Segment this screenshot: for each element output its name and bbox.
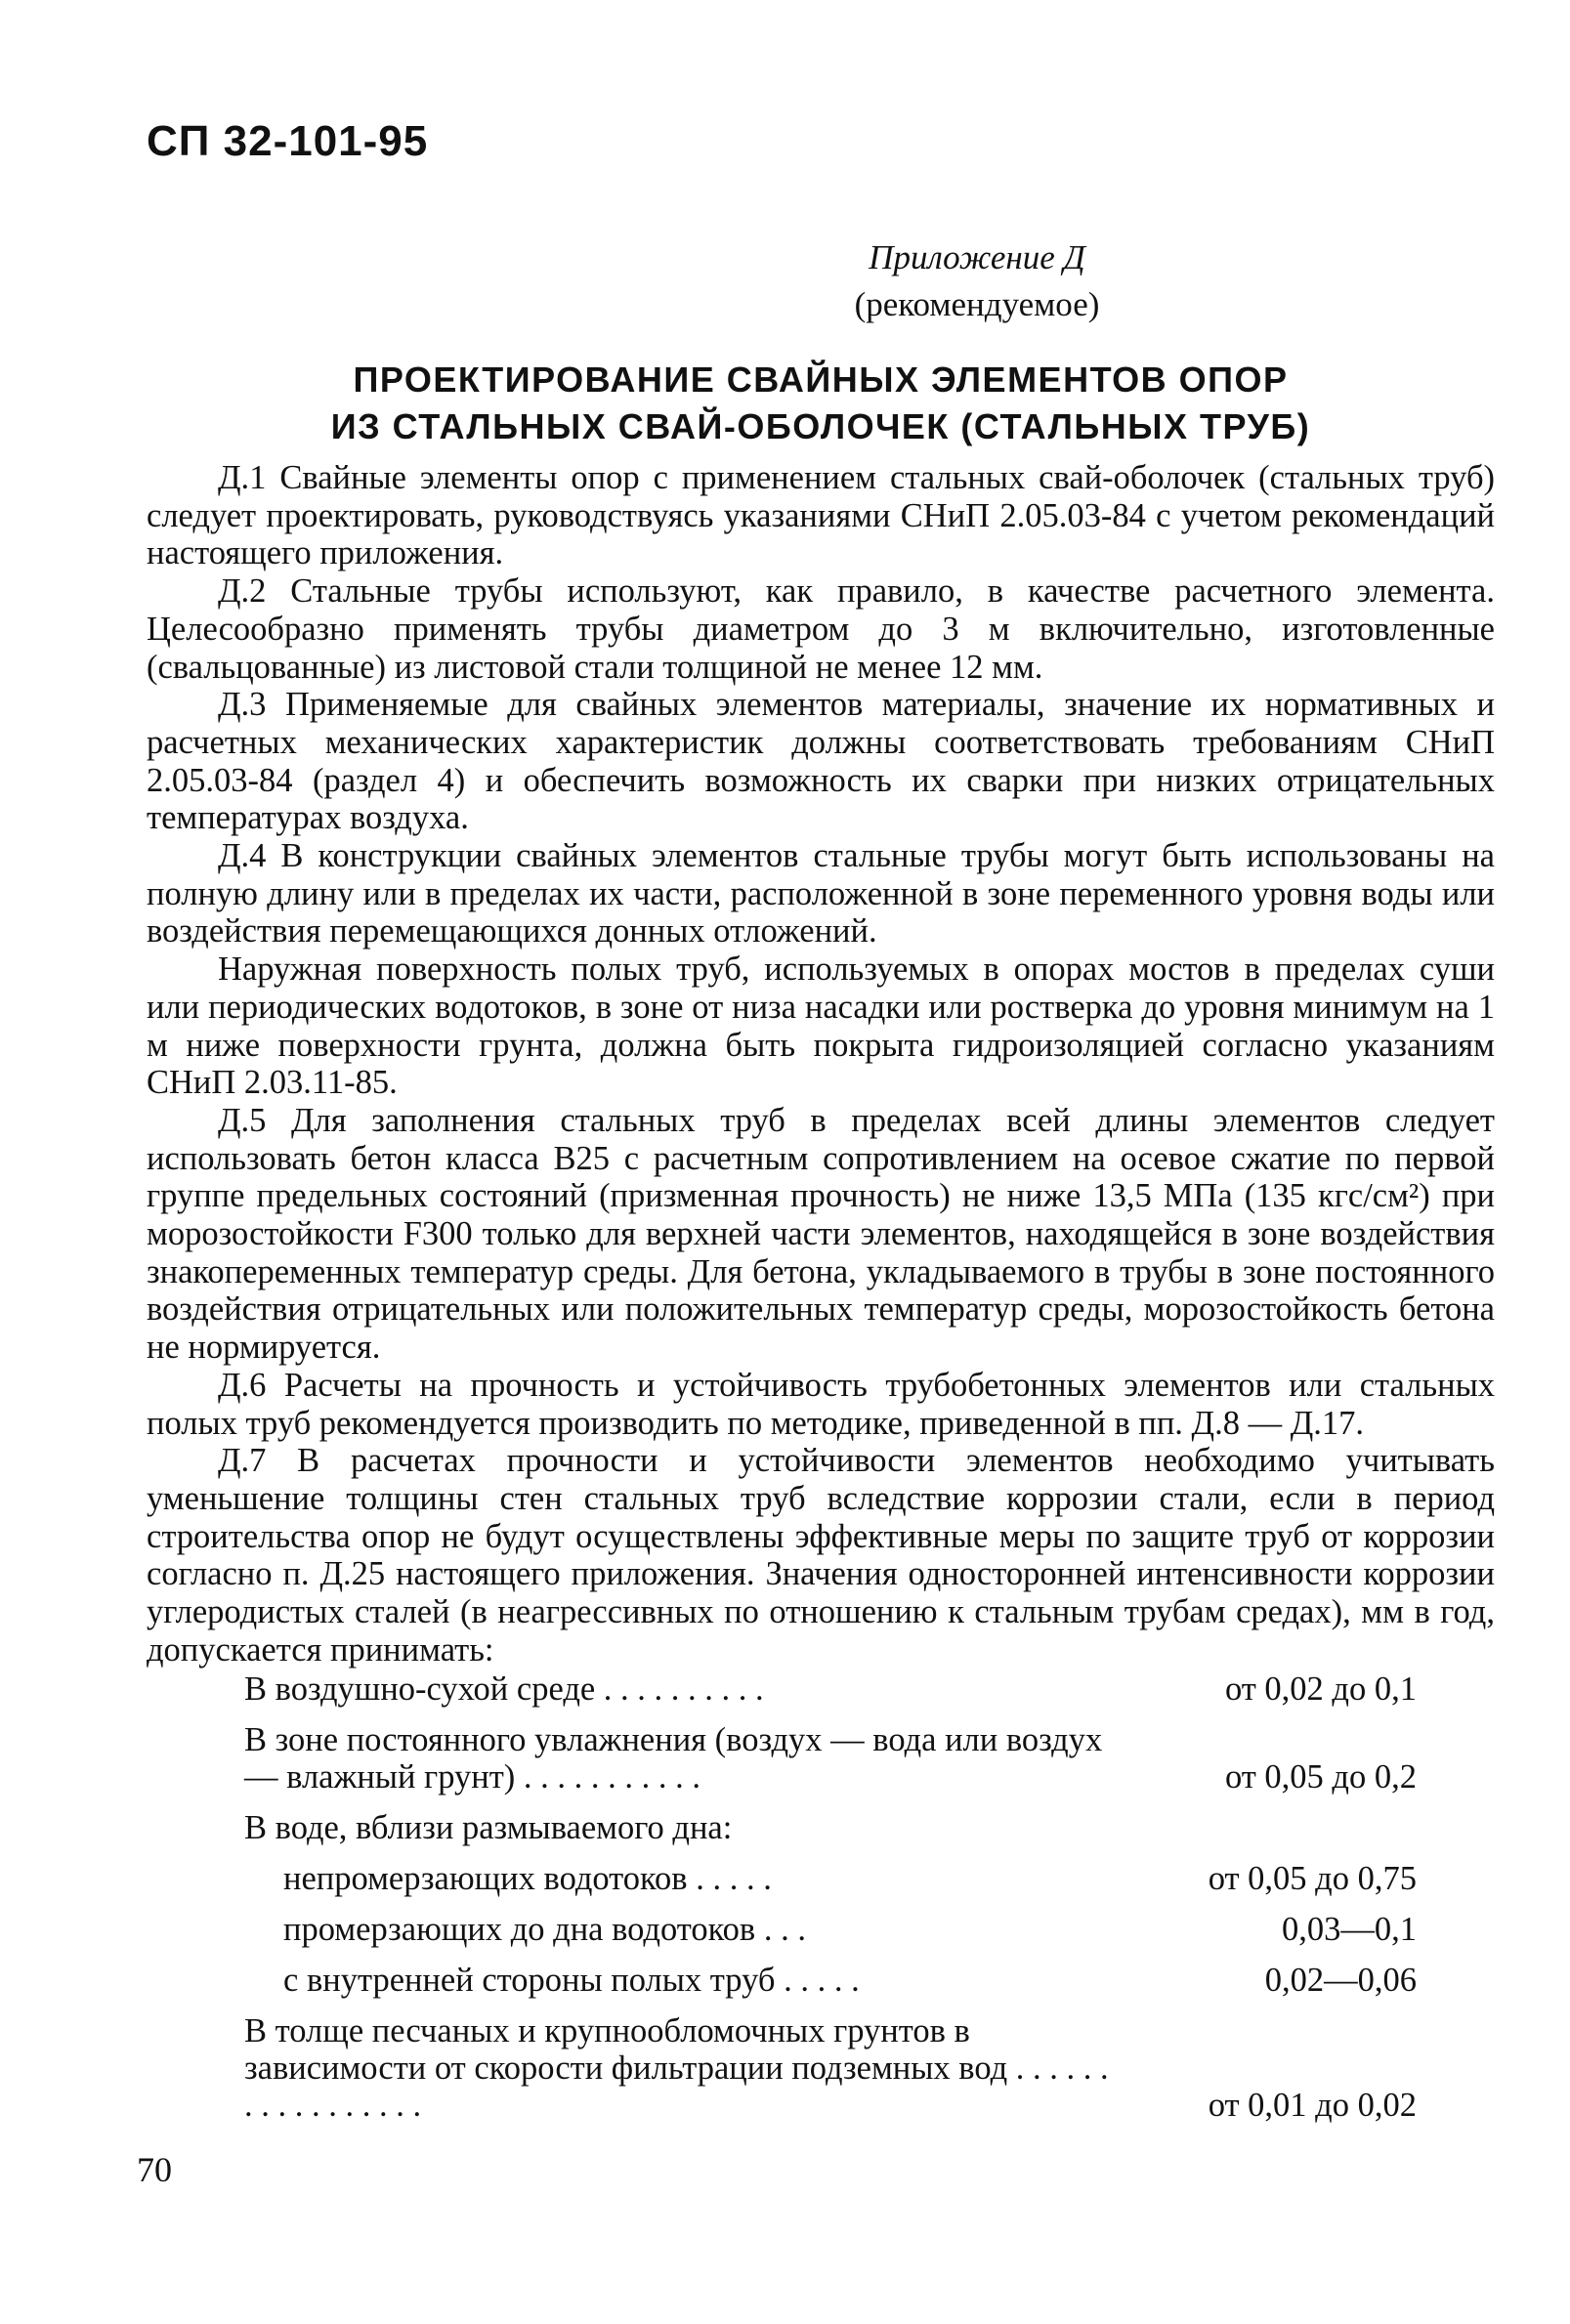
appendix-block bbox=[684, 234, 1270, 328]
rate-group-water-title: В воде, вблизи размываемого дна: bbox=[244, 1809, 733, 1846]
paragraph-d4-continued: Наружная поверхность полых труб, используемых в опорах мостов в пределах суши или периодических водотоков, в зоне от низа насадки или ростверка до уровня минимум на 1 м ниже поверхности грунта, должна быть покрыта гидроизоляцией согласно указаниям СНиП 2.03.11-85. bbox=[147, 951, 1495, 1102]
appendix-title: Приложение Д bbox=[869, 238, 1085, 276]
rate-value: от 0,02 до 0,1 bbox=[1224, 1670, 1417, 1708]
body-text bbox=[147, 459, 1495, 1669]
rate-label: В зоне постоянного увлажнения (воздух — вода или воздух — влажный грунт) . . . . . . . . . . . bbox=[244, 1721, 1103, 1796]
rate-row-non-freezing bbox=[244, 1860, 1417, 1897]
corrosion-rates-list bbox=[244, 1670, 1417, 2137]
heading-line-2: ИЗ СТАЛЬНЫХ СВАЙ-ОБОЛОЧЕК (СТАЛЬНЫХ ТРУБ) bbox=[330, 406, 1311, 446]
rate-row-air-dry bbox=[244, 1670, 1417, 1708]
rate-row-inner-side bbox=[244, 1962, 1417, 1999]
paragraph-d2: Д.2 Стальные трубы используют, как правило, в качестве расчетного элемента. Целесообразно применять трубы диаметром до 3 м включительно, изготовленные (свальцованные) из листовой стали толщиной не менее 12 мм. bbox=[147, 572, 1495, 686]
paragraph-d6: Д.6 Расчеты на прочность и устойчивость трубобетонных элементов или стальных полых труб рекомендуется производить по методике, приведенной в пп. Д.8 — Д.17. bbox=[147, 1366, 1495, 1442]
document-code: СП 32-101-95 bbox=[147, 117, 429, 165]
paragraph-d5: Д.5 Для заполнения стальных труб в пределах всей длины элементов следует использовать бетон класса В25 с расчетным сопротивлением на осевое сжатие по первой группе предельных состояний (призменная прочность) не ниже 13,5 МПа (135 кгс/см²) при морозостойкости F300 только для верхней части элементов, находящейся в зоне воздействия знакопеременных температур среды. Для бетона, укладываемого в трубы в зоне постоянного воздействия отрицательных или положительных температур среды, морозостойкость бетона не нормируется. bbox=[147, 1101, 1495, 1367]
rate-value: от 0,01 до 0,02 bbox=[1208, 2087, 1417, 2124]
rate-label: промерзающих до дна водотоков . . . bbox=[283, 1911, 806, 1948]
page-number: 70 bbox=[137, 2150, 172, 2189]
paragraph-d4: Д.4 В конструкции свайных элементов стальные трубы могут быть использованы на полную длину или в пределах их части, расположенной в зоне переменного уровня воды или воздействия перемещающихся донных отложений. bbox=[147, 837, 1495, 951]
rate-value: от 0,05 до 0,75 bbox=[1208, 1860, 1417, 1897]
rate-label: В толще песчаных и крупнообломочных грунтов в зависимости от скорости фильтрации подземных вод . . . . . . . . . . . . . . . . . bbox=[244, 2012, 1109, 2124]
rate-row-freezing bbox=[244, 1911, 1417, 1948]
rate-row-constant-wet bbox=[244, 1721, 1417, 1796]
paragraph-d7: Д.7 В расчетах прочности и устойчивости элементов необходимо учитывать уменьшение толщины стен стальных труб вследствие коррозии стали, если в период строительства опор не будут осуществлены эффективные меры по защите труб от коррозии согласно п. Д.25 настоящего приложения. Значения односторонней интенсивности коррозии углеродистых сталей (в неагрессивных по отношению к стальным трубам средах), мм в год, допускается принимать: bbox=[147, 1442, 1495, 1669]
appendix-status: (рекомендуемое) bbox=[854, 285, 1100, 323]
rate-label: В воздушно-сухой среде . . . . . . . . . . bbox=[244, 1670, 764, 1708]
rate-label: с внутренней стороны полых труб . . . . . bbox=[283, 1962, 860, 1999]
paragraph-d1: Д.1 Свайные элементы опор с применением стальных свай-оболочек (стальных труб) следует проектировать, руководствуясь указаниями СНиП 2.05.03-84 с учетом рекомендаций настоящего приложения. bbox=[147, 459, 1495, 572]
rate-value: 0,02—0,06 bbox=[1264, 1962, 1417, 1999]
section-heading bbox=[147, 357, 1495, 450]
paragraph-d3: Д.3 Применяемые для свайных элементов материалы, значение их нормативных и расчетных механических характеристик должны соответствовать требованиям СНиП 2.05.03-84 (раздел 4) и обеспечить возможность их сварки при низких отрицательных температурах воздуха. bbox=[147, 686, 1495, 837]
heading-line-1: ПРОЕКТИРОВАНИЕ СВАЙНЫХ ЭЛЕМЕНТОВ ОПОР bbox=[353, 359, 1289, 400]
rate-row-soil bbox=[244, 2012, 1417, 2124]
rate-value: 0,03—0,1 bbox=[1282, 1911, 1417, 1948]
rate-value: от 0,05 до 0,2 bbox=[1224, 1758, 1417, 1796]
rate-label: непромерзающих водотоков . . . . . bbox=[283, 1860, 772, 1897]
